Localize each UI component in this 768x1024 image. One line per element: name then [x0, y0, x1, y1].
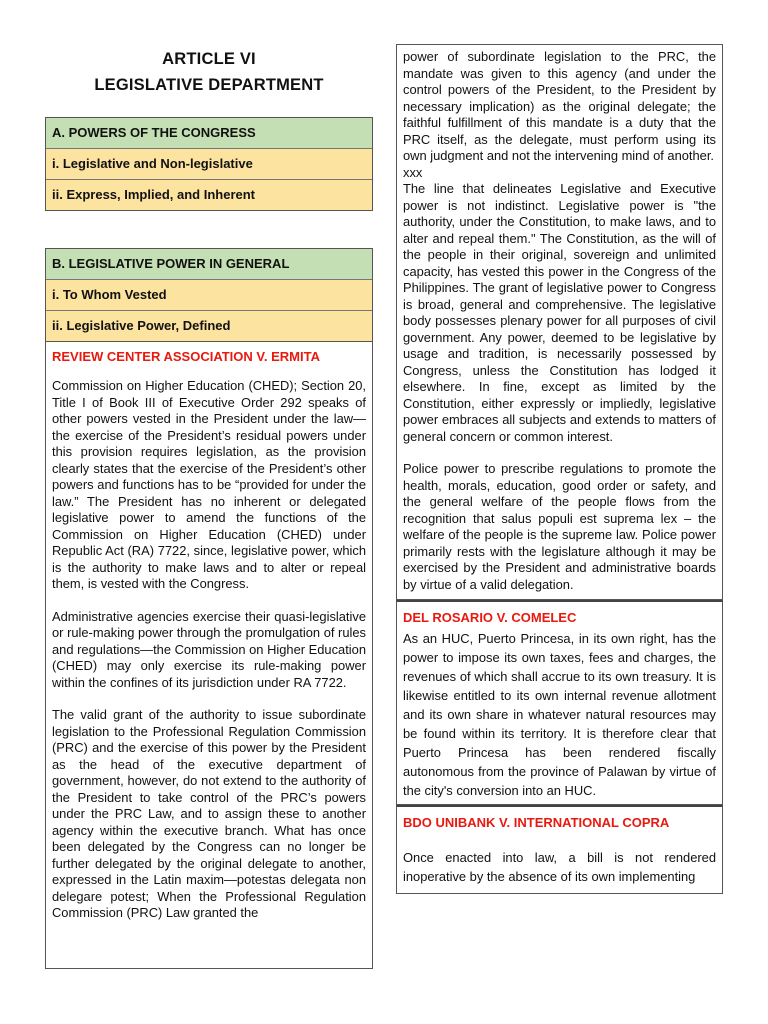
section-a-item-2: ii. Express, Implied, and Inherent	[46, 180, 372, 210]
case-title-del-rosario: DEL ROSARIO V. COMELEC	[403, 610, 577, 625]
case-paragraph: The valid grant of the authority to issue subordinate legislation to the Professional Regulation Commission (PRC) and the exercise of this power by the President as the head of the executive department of government, however, do not extend to the authority of the President to take control of the PRC’s powers under the PRC Law, and to assign these to another agency within the executive branch. What has once been delegated by the Congress can no longer be further delegated by the original delegate to another, expressed in the Latin maxim—potestas delegata non delegare potest; When the Professional Regulation Commission (PRC) Law granted the	[52, 707, 366, 920]
case-del-rosario-box	[396, 600, 723, 805]
case-paragraph: power of subordinate legislation to the PRC, the mandate was given to this agency (and under the control powers of the President, to the President by necessary implication) as the original delegate; the faithful fulfillment of this mandate is a duty that the PRC itself, as the delegate, must perform using its own judgment and not the intervening mind of another.	[403, 49, 716, 163]
section-a-title: A. POWERS OF THE CONGRESS	[46, 118, 372, 149]
section-b-item-1: i. To Whom Vested	[46, 280, 372, 311]
case-review-center-continued-box	[396, 44, 723, 600]
case-paragraph: Police power to prescribe regulations to promote the health, morals, education, good order or safety, and the general welfare of the people flows from the recognition that salus populi est suprema lex – the welfare of the people is the supreme law. Police power primarily rests with the legislature although it may be exercised by the President and administrative boards by virtue of a valid delegation.	[403, 461, 716, 592]
case-paragraph: Administrative agencies exercise their quasi-legislative or rule-making power through the promulgation of rules and regulations—the Commission on Higher Education (CHED) may only exercise its rule-making power within the confines of its jurisdiction under RA 7722.	[52, 608, 366, 690]
right-column	[396, 44, 723, 894]
case-body-continued	[397, 45, 722, 593]
section-a-item-1: i. Legislative and Non-legislative	[46, 149, 372, 180]
case-body-review-center	[46, 378, 372, 968]
article-heading: ARTICLE VI	[162, 50, 256, 68]
case-body-bdo-unibank: Once enacted into law, a bill is not rendered inoperative by the absence of its own implementing	[403, 850, 716, 884]
case-paragraph: xxx	[403, 164, 423, 180]
case-review-center-box	[45, 342, 373, 969]
department-heading: LEGISLATIVE DEPARTMENT	[94, 76, 324, 94]
case-title-bdo-unibank: BDO UNIBANK V. INTERNATIONAL COPRA	[403, 815, 670, 830]
case-paragraph: The line that delineates Legislative and Executive power is not indistinct. Legislative power is "the authority, under the Constitution, to make laws, and to alter and repeal them." The Constitution, as the will of the people in their original, sovereign and unlimited capacity, has vested this power in the Congress of the Philippines. The grant of legislative power to Congress is broad, general and comprehensive. The legislative body possesses plenary power for all purposes of civil government. Any power, deemed to be legislative by usage and tradition, is necessarily possessed by Congress, unless the Constitution has lodged it elsewhere. In fine, except as limited by the Constitution, either expressly or impliedly, legislative power embraces all subjects and extends to matters of general concern or common interest.	[403, 181, 716, 444]
case-paragraph: Commission on Higher Education (CHED); Section 20, Title I of Book III of Executive Order 292 speaks of other powers vested in the President under the law—the exercise of the President’s residual powers under this provision requires legislation, as the provision clearly states that the exercise of the President’s other powers and functions has to be “provided for under the law.” The President has no inherent or delegated legislative power to amend the functions of the Commission on Higher Education (CHED) under Republic Act (RA) 7722, since, legislative power, which is the authority to make laws and to alter or repeal them, is vested with the Congress.	[52, 378, 366, 591]
section-b-box	[45, 248, 373, 342]
case-bdo-unibank-box	[396, 805, 723, 894]
case-body-del-rosario: As an HUC, Puerto Princesa, in its own right, has the power to impose its own taxes, fees and charges, the revenues of which shall accrue to its own treasury. It is likewise entitled to its own internal revenue allotment and its own share in whatever natural resources may be found within its territory. It is therefore clear that Puerto Princesa has been rendered fiscally autonomous from the province of Palawan by virtue of the city's conversion into an HUC.	[403, 631, 716, 798]
section-a-box	[45, 117, 373, 211]
section-b-title: B. LEGISLATIVE POWER IN GENERAL	[46, 249, 372, 280]
left-column	[45, 44, 373, 969]
case-title-review-center: REVIEW CENTER ASSOCIATION V. ERMITA	[52, 349, 320, 364]
section-b-item-2: ii. Legislative Power, Defined	[46, 311, 372, 341]
